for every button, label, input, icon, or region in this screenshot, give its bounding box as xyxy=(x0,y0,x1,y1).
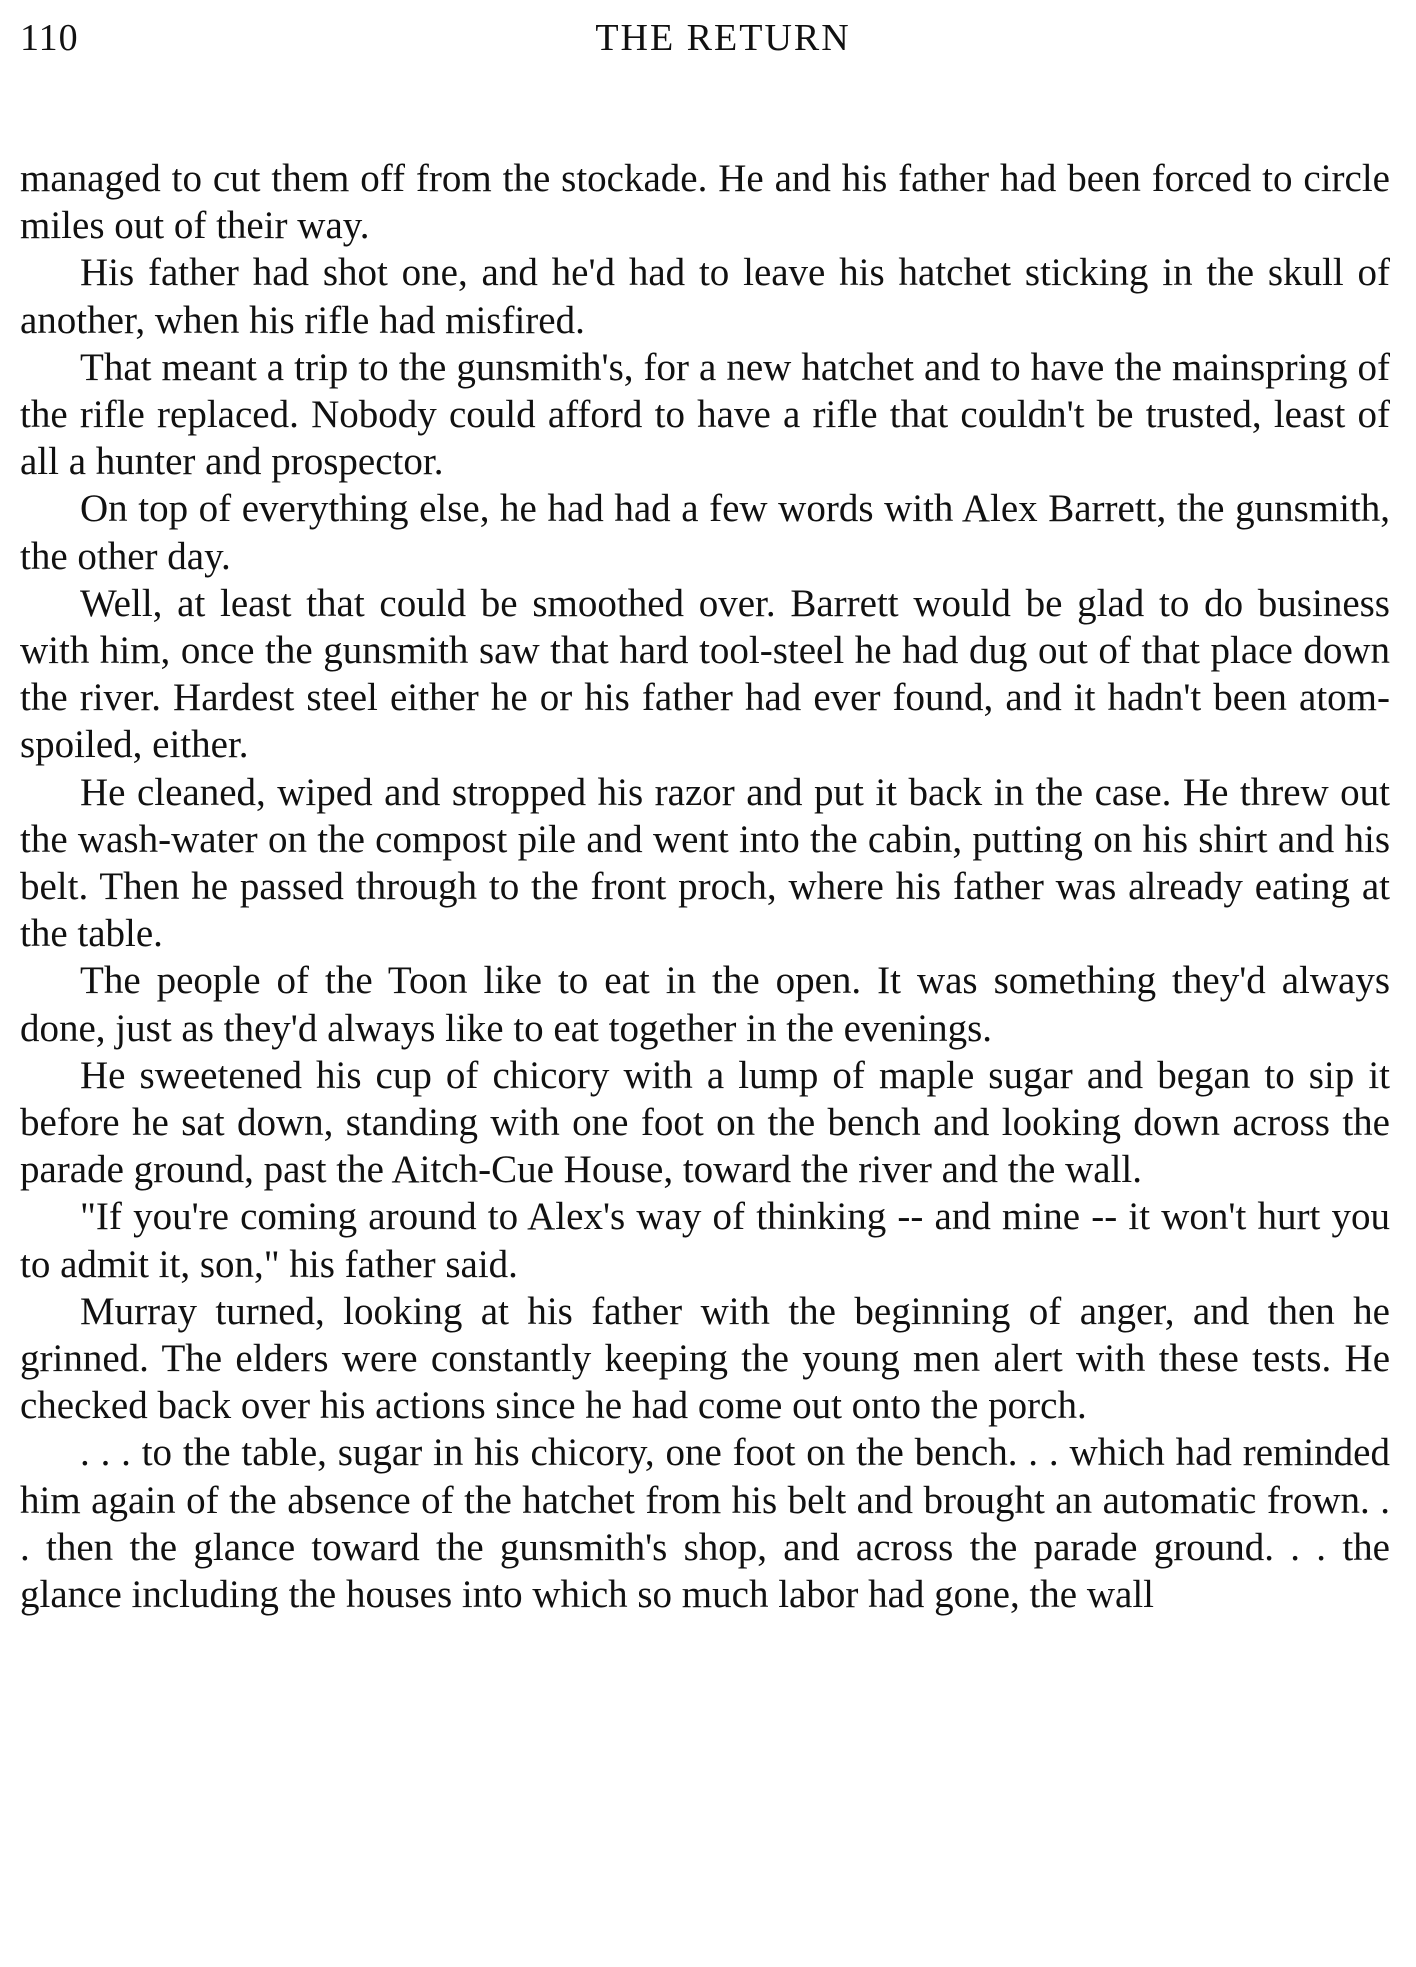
paragraph: That meant a trip to the gunsmith's, for a new hatchet and to have the mainspring of the rifle replaced. Nobody could afford to have a rifle that couldn't be trusted, least of all a hunter and prospector. xyxy=(20,345,1390,484)
paragraph: He sweetened his cup of chicory with a lump of maple sugar and began to sip it before he sat down, standing with one foot on the bench and looking down across the parade ground, past the Aitch-Cue House, toward the river and the wall. xyxy=(20,1053,1390,1192)
paragraph: Well, at least that could be smoothed over. Barrett would be glad to do business with him, once the gunsmith saw that hard tool-steel he had dug out of that place down the river. Hardest steel either he or his father had ever found, and it hadn't been atom-spoiled, either. xyxy=(20,581,1390,767)
paragraph: The people of the Toon like to eat in the open. It was something they'd always done, just as they'd always like to eat together in the evenings. xyxy=(20,959,1390,1050)
paragraph: managed to cut them off from the stockade. He and his father had been forced to circle miles out of their way. xyxy=(20,157,1390,248)
body-text xyxy=(20,155,1390,1618)
paragraph: Murray turned, looking at his father with the beginning of anger, and then he grinned. The elders were constantly keeping the young men alert with these tests. He checked back over his actions since he had come out onto the porch. xyxy=(20,1289,1390,1428)
running-head: THE RETURN xyxy=(595,17,851,59)
page-number: 110 xyxy=(20,17,79,59)
paragraph: "If you're coming around to Alex's way of thinking -- and mine -- it won't hurt you to admit it, son," his father said. xyxy=(20,1195,1390,1286)
paragraph: . . . to the table, sugar in his chicory, one foot on the bench. . . which had reminded him again of the absence of the hatchet from his belt and brought an automatic frown. . . then the glance toward the gunsmith's shop, and across the parade ground. . . the glance including the houses into which so much labor had gone, the wall xyxy=(20,1431,1390,1617)
paragraph: His father had shot one, and he'd had to leave his hatchet sticking in the skull of another, when his rifle had misfired. xyxy=(20,251,1390,342)
paragraph: He cleaned, wiped and stropped his razor and put it back in the case. He threw out the wash-water on the compost pile and went into the cabin, putting on his shirt and his belt. Then he passed through to the front proch, where his father was already eating at the table. xyxy=(20,770,1390,956)
paragraph: On top of everything else, he had had a few words with Alex Barrett, the gunsmith, the other day. xyxy=(20,487,1390,578)
